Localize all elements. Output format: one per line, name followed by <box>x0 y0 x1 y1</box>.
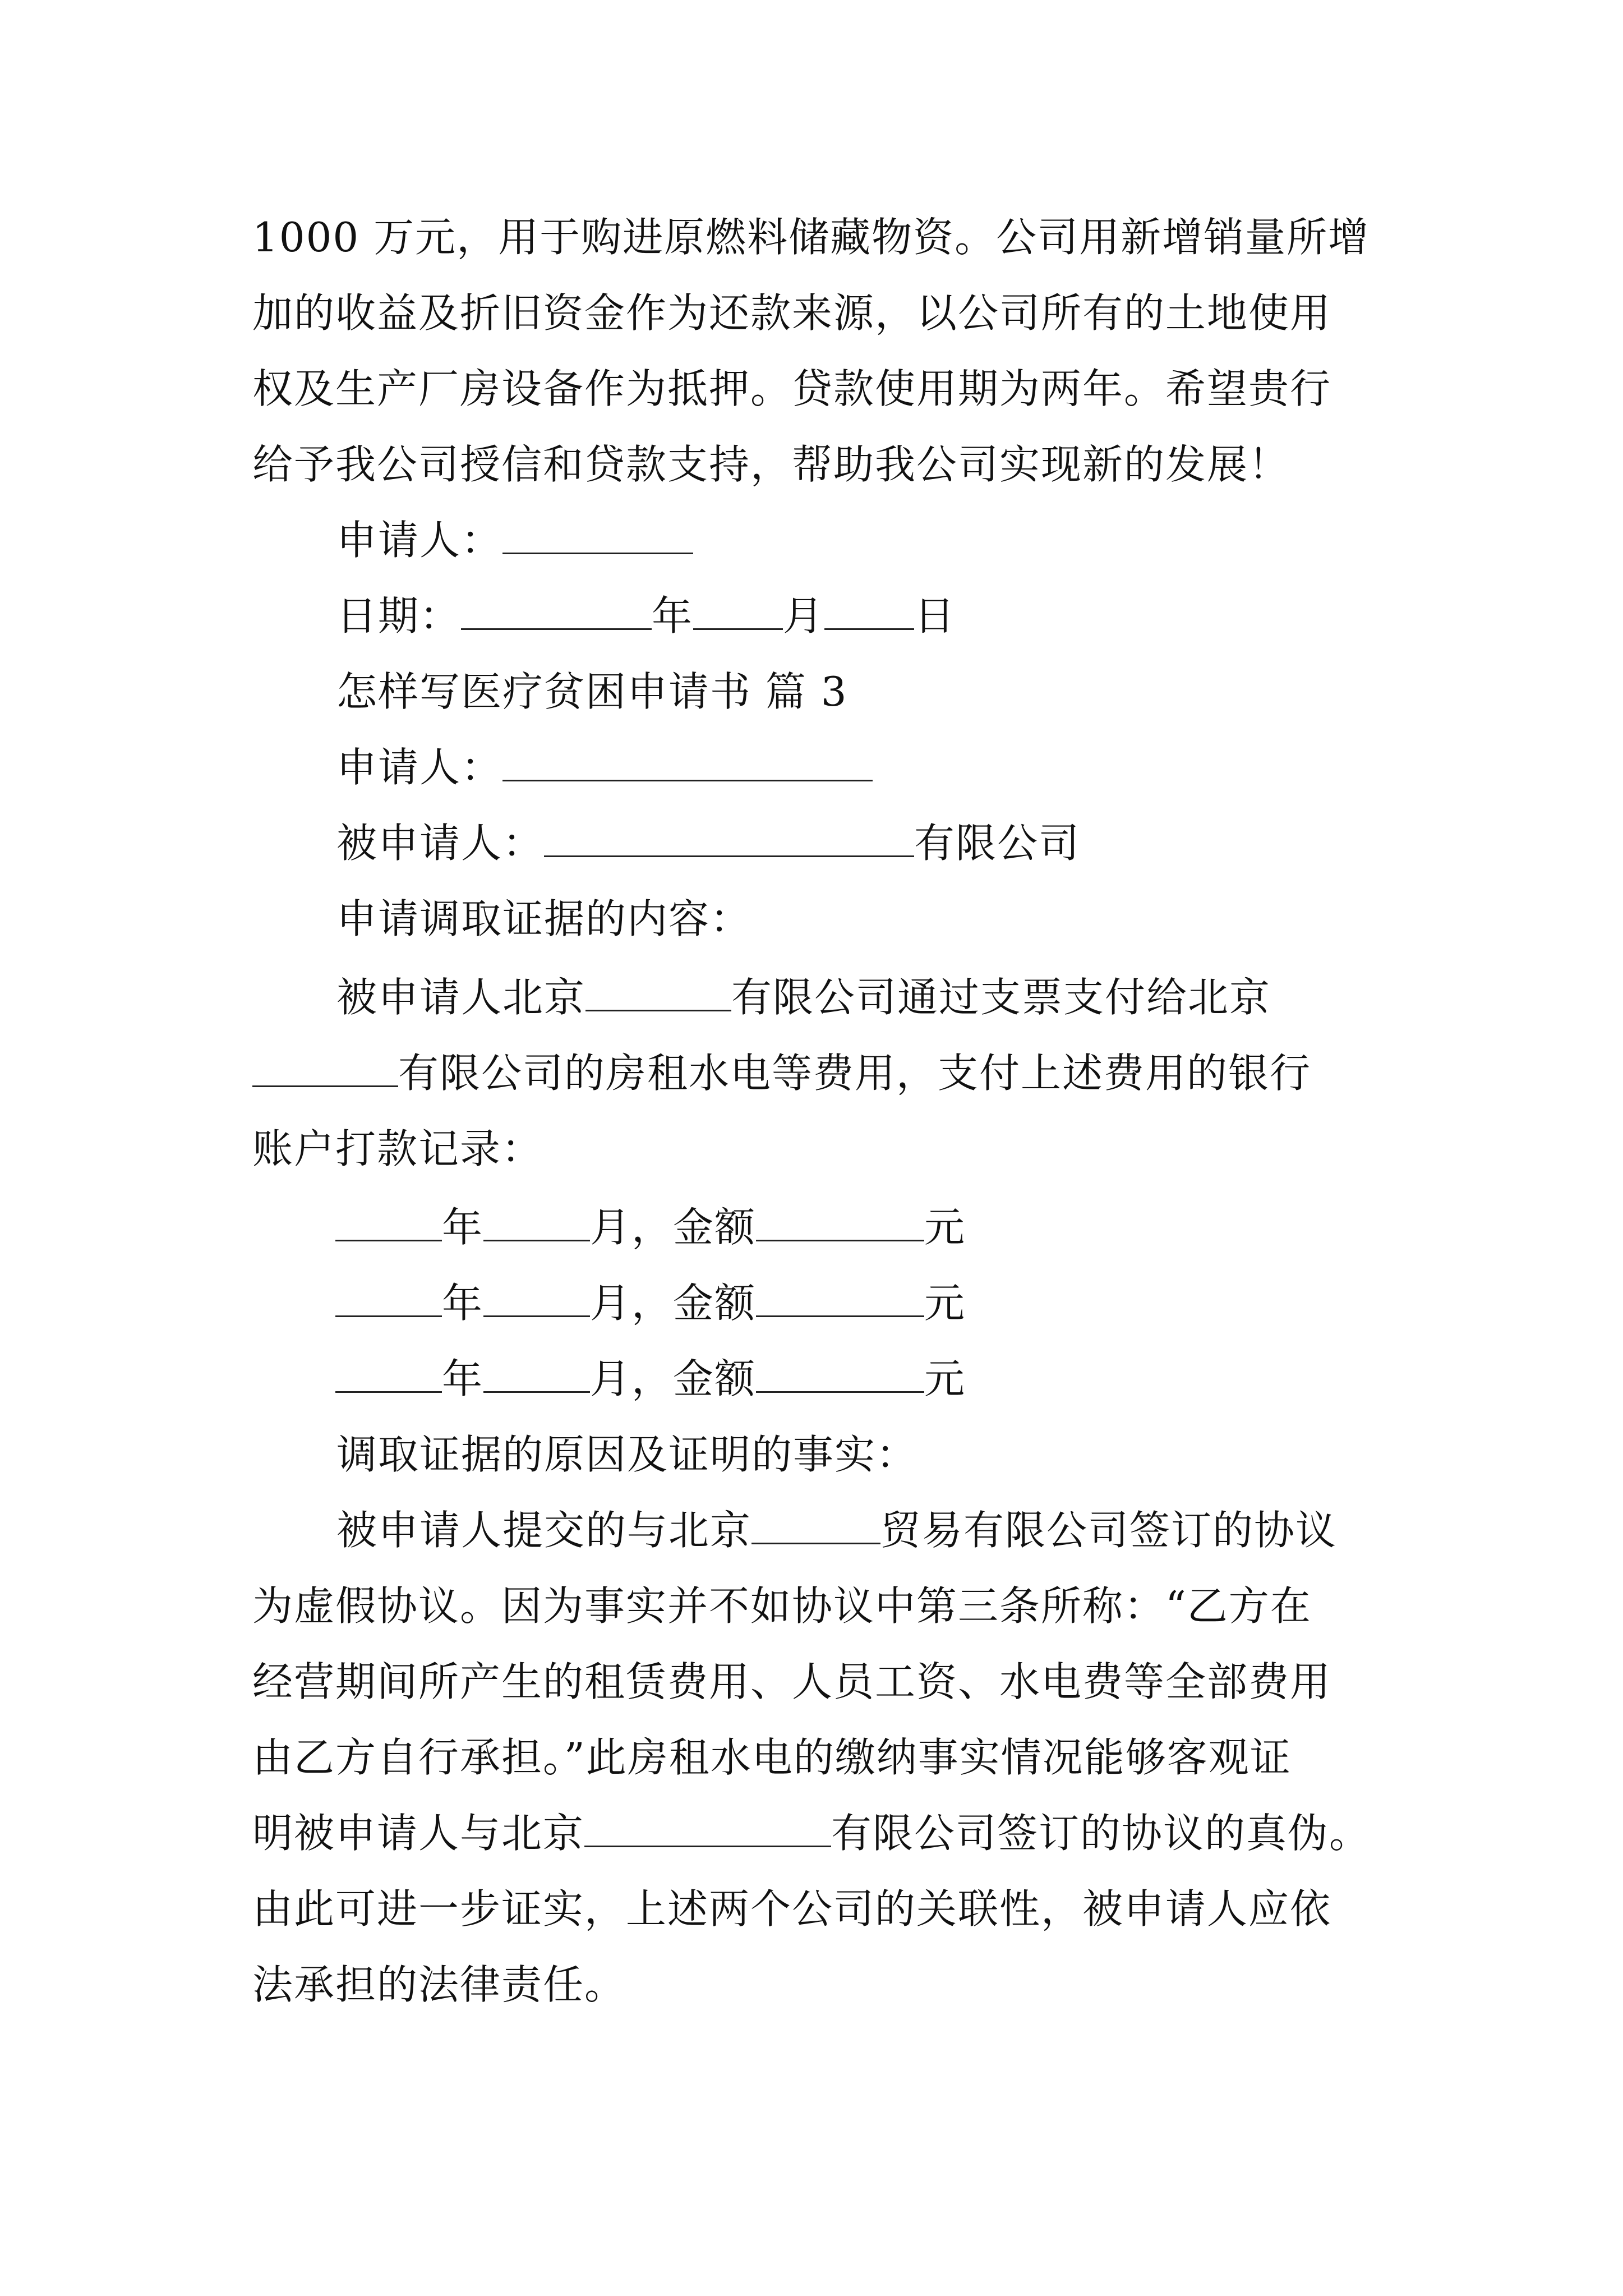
payment-row-3-unit: 元 <box>924 1355 966 1402</box>
signature-date-line <box>336 589 956 643</box>
reason-line-1-b: 贸易有限公司签订的协议 <box>880 1507 1338 1554</box>
reason-heading: 调取证据的原因及证明的事实： <box>336 1431 918 1478</box>
reason-line-3: 经营期间所产生的租赁费用、人员工资、水电费等全部费用 <box>252 1658 1332 1705</box>
reason-line-2: 为虚假协议。因为事实并不如协议中第三条所称：“乙方在 <box>252 1582 1312 1630</box>
respondent-suffix: 有限公司 <box>914 820 1081 867</box>
date-label: 日期： <box>336 592 462 639</box>
payment-row-1-amount-blank[interactable] <box>756 1205 924 1241</box>
date-day-blank[interactable] <box>824 593 914 630</box>
reason-line-5 <box>252 1806 1371 1860</box>
evidence-line-3: 账户打款记录： <box>252 1125 543 1172</box>
payment-row-1-year-label: 年 <box>442 1204 484 1251</box>
evidence-line-1-b: 有限公司通过支票支付给北京 <box>731 974 1271 1021</box>
payment-row-1-year-blank[interactable] <box>335 1205 442 1241</box>
payment-row-2-unit: 元 <box>924 1280 966 1327</box>
payment-row-3-month-blank[interactable] <box>483 1356 590 1393</box>
evidence-line-2 <box>252 1046 1311 1100</box>
payment-row-2 <box>335 1276 966 1330</box>
parties-respondent-line <box>336 816 1080 870</box>
respondent-blank[interactable] <box>544 821 914 857</box>
date-month-label: 月 <box>783 592 825 639</box>
payment-row-2-month-label: 月，金额 <box>590 1280 757 1327</box>
payment-row-2-month-blank[interactable] <box>483 1281 590 1317</box>
reason-line-6: 由此可进一步证实，上述两个公司的关联性，被申请人应依 <box>252 1885 1332 1932</box>
evidence-line-2-b: 有限公司的房租水电等费用，支付上述费用的银行 <box>398 1050 1312 1097</box>
reason-line-1-a: 被申请人提交的与北京 <box>336 1507 752 1554</box>
payment-row-1-month-blank[interactable] <box>483 1205 590 1241</box>
evidence-company-blank-1[interactable] <box>585 975 731 1011</box>
payment-row-3 <box>335 1352 966 1406</box>
reason-company-blank-2[interactable] <box>584 1811 831 1847</box>
date-year-blank[interactable] <box>461 593 652 630</box>
applicant-label: 申请人： <box>336 517 503 564</box>
parties-applicant-label: 申请人： <box>336 744 503 791</box>
section-title: 怎样写医疗贫困申请书 篇 3 <box>336 668 848 715</box>
payment-row-3-year-blank[interactable] <box>335 1356 442 1393</box>
date-month-blank[interactable] <box>693 593 783 630</box>
evidence-line-1-a: 被申请人北京 <box>336 974 586 1021</box>
parties-applicant-line <box>336 740 873 794</box>
evidence-line-1 <box>336 970 1271 1024</box>
intro-line-3: 权及生产厂房设备作为抵押。贷款使用期为两年。希望贵行 <box>252 365 1332 412</box>
reason-line-7: 法承担的法律责任。 <box>252 1961 626 2008</box>
payment-row-1-unit: 元 <box>924 1204 966 1251</box>
reason-company-blank-1[interactable] <box>751 1508 880 1544</box>
date-day-label: 日 <box>914 592 956 639</box>
payment-row-2-year-label: 年 <box>442 1280 484 1327</box>
date-year-label: 年 <box>652 592 694 639</box>
payment-row-3-month-label: 月，金额 <box>590 1355 757 1402</box>
payment-row-2-year-blank[interactable] <box>335 1281 442 1317</box>
payment-row-2-amount-blank[interactable] <box>756 1281 924 1317</box>
respondent-label: 被申请人： <box>336 820 545 867</box>
evidence-heading: 申请调取证据的内容： <box>336 895 752 942</box>
payment-row-1 <box>335 1200 966 1254</box>
payment-row-3-amount-blank[interactable] <box>756 1356 924 1393</box>
reason-line-5-b: 有限公司签订的协议的真伪。 <box>831 1810 1371 1857</box>
payment-row-3-year-label: 年 <box>442 1355 484 1402</box>
intro-line-1: 1000 万元，用于购进原燃料储藏物资。公司用新增销量所增 <box>252 214 1370 261</box>
payment-row-1-month-label: 月，金额 <box>590 1204 757 1251</box>
evidence-company-blank-2[interactable] <box>252 1051 398 1087</box>
reason-line-4: 由乙方自行承担。”此房租水电的缴纳事实情况能够客观证 <box>252 1734 1292 1781</box>
intro-line-4: 给予我公司授信和贷款支持，帮助我公司实现新的发展！ <box>252 441 1290 488</box>
parties-applicant-blank[interactable] <box>502 745 873 781</box>
reason-line-1 <box>336 1503 1337 1557</box>
reason-line-5-a: 明被申请人与北京 <box>252 1810 585 1857</box>
applicant-blank[interactable] <box>502 518 693 554</box>
intro-line-2: 加的收益及折旧资金作为还款来源，以公司所有的土地使用 <box>252 289 1332 337</box>
signature-applicant-line <box>336 513 693 567</box>
